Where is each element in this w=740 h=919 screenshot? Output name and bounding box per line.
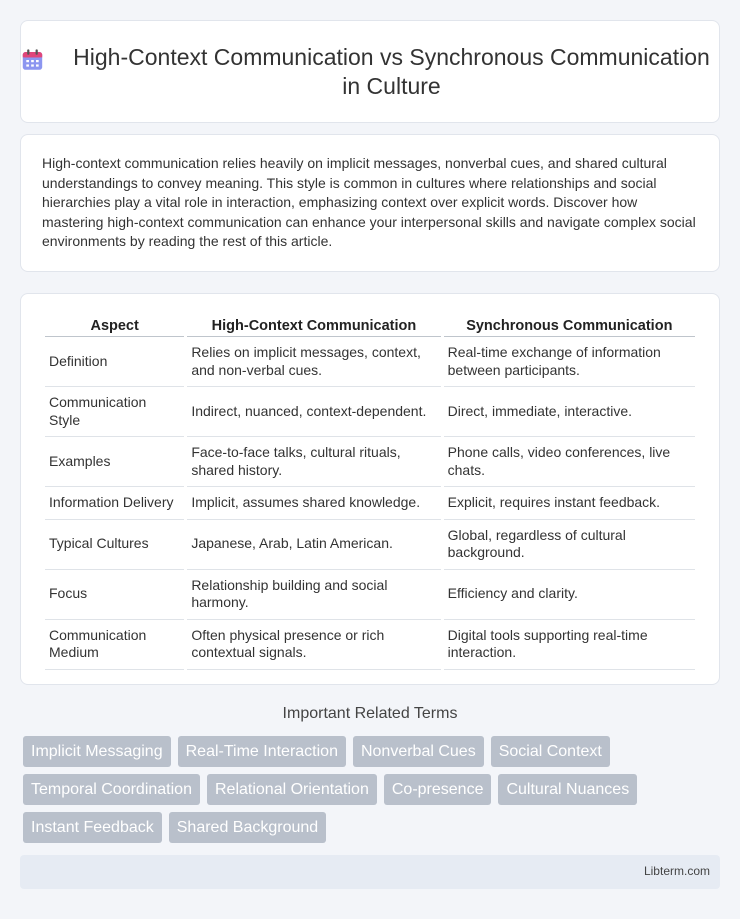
table-header-row xyxy=(45,316,695,337)
related-terms-heading: Important Related Terms xyxy=(282,705,458,722)
related-term-tag[interactable]: Cultural Nuances xyxy=(498,774,637,805)
intro-card xyxy=(20,134,720,272)
cell-aspect: Communication Style xyxy=(45,387,184,437)
cell-high-context: Indirect, nuanced, context-dependent. xyxy=(187,387,440,437)
cell-aspect: Information Delivery xyxy=(45,487,184,520)
related-term-tag[interactable]: Relational Orientation xyxy=(207,774,377,805)
related-term-tag[interactable]: Implicit Messaging xyxy=(23,736,171,767)
header-aspect: Aspect xyxy=(45,316,184,337)
cell-aspect: Typical Cultures xyxy=(45,520,184,570)
cell-synchronous: Phone calls, video conferences, live chats. xyxy=(444,437,695,487)
cell-aspect: Focus xyxy=(45,570,184,620)
related-term-tag[interactable]: Nonverbal Cues xyxy=(353,736,484,767)
related-term-tag[interactable]: Temporal Coordination xyxy=(23,774,200,805)
footer-site-link[interactable]: Libterm.com xyxy=(643,864,710,878)
header-synchronous: Synchronous Communication xyxy=(444,316,695,337)
cell-high-context: Often physical presence or rich contextual signals. xyxy=(187,620,440,670)
comparison-table xyxy=(42,316,698,670)
cell-aspect: Definition xyxy=(45,337,184,387)
related-term-tag[interactable]: Social Context xyxy=(491,736,610,767)
page-title: High-Context Communication vs Synchronous Communication in Culture xyxy=(73,44,710,99)
intro-paragraph: High-context communication relies heavily on implicit messages, nonverbal cues, and shared cultural understandings to convey meaning. This style is common in cultures where relationships and social hierarchies play a vital role in interaction, emphasizing context over explicit words. Discover how mastering high-context communication can enhance your interpersonal skills and navigate complex social environments by reading the rest of this article. xyxy=(42,155,696,249)
footer xyxy=(20,855,720,889)
related-term-tag[interactable]: Shared Background xyxy=(169,812,326,843)
cell-aspect: Examples xyxy=(45,437,184,487)
cell-high-context: Japanese, Arab, Latin American. xyxy=(187,520,440,570)
table-row xyxy=(45,620,695,670)
cell-synchronous: Digital tools supporting real-time interaction. xyxy=(444,620,695,670)
table-row xyxy=(45,520,695,570)
table-row xyxy=(45,487,695,520)
table-row xyxy=(45,337,695,387)
cell-aspect: Communication Medium xyxy=(45,620,184,670)
calendar-icon xyxy=(21,47,44,73)
comparison-card xyxy=(20,293,720,685)
related-term-tag[interactable]: Instant Feedback xyxy=(23,812,162,843)
table-row xyxy=(45,570,695,620)
table-row xyxy=(45,387,695,437)
cell-synchronous: Explicit, requires instant feedback. xyxy=(444,487,695,520)
related-term-tag[interactable]: Co-presence xyxy=(384,774,492,805)
title-card xyxy=(20,20,720,123)
related-term-tag[interactable]: Real-Time Interaction xyxy=(178,736,346,767)
cell-high-context: Relationship building and social harmony. xyxy=(187,570,440,620)
cell-synchronous: Global, regardless of cultural background. xyxy=(444,520,695,570)
cell-synchronous: Real-time exchange of information between participants. xyxy=(444,337,695,387)
cell-high-context: Face-to-face talks, cultural rituals, shared history. xyxy=(187,437,440,487)
header-high-context: High-Context Communication xyxy=(187,316,440,337)
cell-synchronous: Efficiency and clarity. xyxy=(444,570,695,620)
cell-high-context: Relies on implicit messages, context, and non-verbal cues. xyxy=(187,337,440,387)
related-terms-list xyxy=(23,736,683,850)
table-row xyxy=(45,437,695,487)
title-wrap xyxy=(21,43,719,101)
cell-synchronous: Direct, immediate, interactive. xyxy=(444,387,695,437)
cell-high-context: Implicit, assumes shared knowledge. xyxy=(187,487,440,520)
